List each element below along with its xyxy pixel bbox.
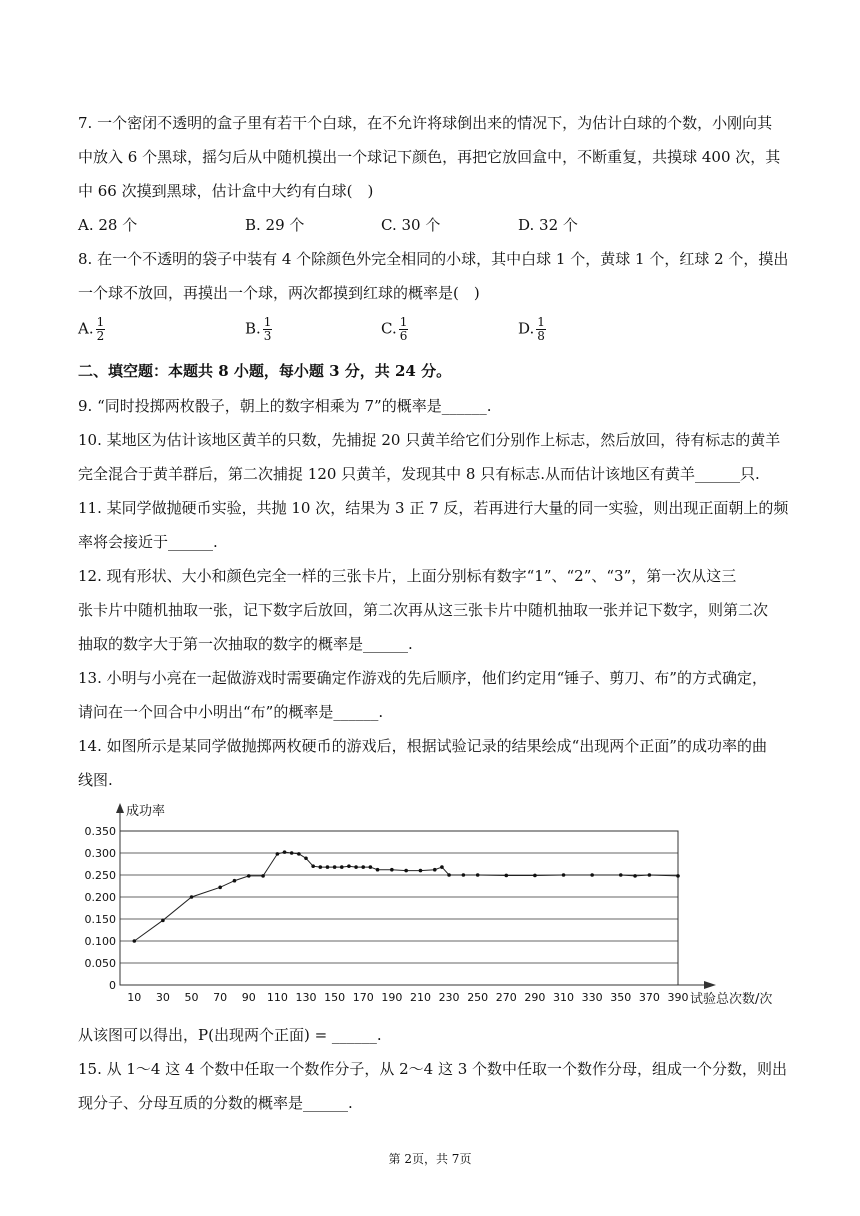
q12-line2: 张卡片中随机抽取一张，记下数字后放回，第二次再从这三张卡片中随机抽取一张并记下数字，则第二次 <box>78 601 769 619</box>
q11-line2: 率将会接近于______. <box>78 533 218 551</box>
y-tick-label: 0.100 <box>84 935 116 948</box>
success-rate-series <box>133 850 680 942</box>
x-tick-label: 230 <box>438 991 460 1004</box>
plot-frame <box>120 831 678 985</box>
q8-option-d-denominator: 8 <box>537 329 545 343</box>
data-point <box>247 874 251 878</box>
q15-line2: 现分子、分母互质的分数的概率是______. <box>78 1094 353 1112</box>
q7-line1: 7. 一个密闭不透明的盒子里有若干个白球，在不允许将球倒出来的情况下，为估计白球的个数，小刚向其 <box>78 114 773 132</box>
y-tick-label: 0.250 <box>84 869 116 882</box>
q13-line1: 13. 小明与小亮在一起做游戏时需要确定作游戏的先后顺序，他们约定用“锤子、剪刀、布”的方式确定， <box>78 669 767 687</box>
data-point <box>533 874 537 878</box>
data-point <box>648 873 652 877</box>
x-axis-label: 试验总次数/次 <box>690 992 773 1007</box>
data-point <box>276 852 280 856</box>
q13-line2: 请问在一个回合中小明出“布”的概率是______. <box>78 703 384 721</box>
y-tick-label: 0.200 <box>84 891 116 904</box>
x-axis-arrow <box>704 981 716 989</box>
x-tick-label: 30 <box>155 991 170 1004</box>
x-tick-labels <box>127 991 688 1004</box>
q15-line1: 15. 从 1～4 这 4 个数中任取一个数作分子，从 2～4 这 3 个数中任取一个数作分母，组成一个分数，则出 <box>78 1060 788 1078</box>
data-point <box>190 895 194 899</box>
q8-option-a <box>78 316 105 343</box>
q8-option-d-numerator: 1 <box>537 315 545 329</box>
data-point <box>319 865 323 869</box>
q14-line1: 14. 如图所示是某同学做抛掷两枚硬币的游戏后，根据试验记录的结果绘成“出现两个正面”的成功率的曲 <box>78 737 767 755</box>
x-tick-label: 110 <box>266 991 288 1004</box>
x-tick-label: 290 <box>524 991 546 1004</box>
y-tick-labels <box>85 825 117 992</box>
data-point <box>261 874 265 878</box>
q7-option-a: A. 28 个 <box>78 216 138 234</box>
y-axis-arrow <box>116 803 124 813</box>
data-point <box>476 873 480 877</box>
x-tick-label: 50 <box>184 991 199 1004</box>
q8-option-b-denominator: 3 <box>263 329 272 343</box>
q8-option-a-denominator: 2 <box>96 329 105 343</box>
success-rate-line <box>134 852 678 941</box>
success-rate-line-chart <box>78 795 788 1010</box>
data-point <box>333 865 337 869</box>
data-point <box>369 865 373 869</box>
q8-line2: 一个球不放回，再摸出一个球，两次都摸到红球的概率是( ) <box>78 284 480 302</box>
q8-line1: 8. 在一个不透明的袋子中装有 4 个除颜色外完全相同的小球，其中白球 1 个，黄球 1 个，红球 2 个，摸出 <box>78 250 789 268</box>
data-point <box>376 868 380 872</box>
data-point <box>676 874 680 878</box>
data-point <box>297 852 301 856</box>
data-point <box>440 865 444 869</box>
data-point <box>462 873 466 877</box>
q8-option-d-fraction <box>536 316 546 343</box>
data-point <box>233 879 237 883</box>
x-tick-label: 310 <box>553 991 575 1004</box>
data-point <box>419 869 423 873</box>
q8-option-a-numerator: 1 <box>96 315 105 329</box>
q8-option-a-label: A. <box>78 319 94 338</box>
q8-option-b-numerator: 1 <box>263 315 272 329</box>
x-tick-label: 370 <box>638 991 660 1004</box>
data-point <box>283 850 287 854</box>
x-tick-label: 90 <box>241 991 256 1004</box>
q8-option-d-label: D. <box>518 319 535 338</box>
x-tick-label: 330 <box>581 991 603 1004</box>
data-point <box>326 865 330 869</box>
x-tick-label: 270 <box>495 991 517 1004</box>
data-point <box>347 864 351 868</box>
q14-after-text: 从该图可以得出，P(出现两个正面) = ______. <box>78 1026 382 1044</box>
data-point <box>354 865 358 869</box>
chart-grid <box>120 853 678 963</box>
y-tick-label: 0 <box>109 979 116 992</box>
q7-line3: 中 66 次摸到黑球，估计盒中大约有白球( ) <box>78 182 374 200</box>
x-tick-label: 150 <box>324 991 346 1004</box>
x-tick-label: 10 <box>127 991 142 1004</box>
chart-axes <box>116 803 716 989</box>
q8-option-c-label: C. <box>381 319 397 338</box>
section-2-heading: 二、填空题：本题共 8 小题，每小题 3 分，共 24 分。 <box>78 362 452 380</box>
q7-option-b: B. 29 个 <box>245 216 305 234</box>
q8-option-b-fraction <box>263 316 273 343</box>
x-tick-label: 130 <box>295 991 317 1004</box>
data-point <box>505 874 509 878</box>
x-tick-label: 210 <box>409 991 431 1004</box>
q8-option-c-denominator: 6 <box>399 329 408 343</box>
data-point <box>340 865 344 869</box>
data-point <box>433 868 437 872</box>
y-axis-label: 成功率 <box>126 804 166 819</box>
data-point <box>404 869 408 873</box>
data-point <box>161 919 165 923</box>
y-tick-label: 0.050 <box>84 957 116 970</box>
q12-line1: 12. 现有形状、大小和颜色完全一样的三张卡片，上面分别标有数字“1”、“2”、“3”，第一次从这三 <box>78 567 737 585</box>
q7-option-d: D. 32 个 <box>518 216 578 234</box>
data-point <box>290 851 294 855</box>
data-point <box>311 864 315 868</box>
data-point <box>619 873 623 877</box>
data-point <box>390 868 394 872</box>
y-tick-label: 0.150 <box>84 913 116 926</box>
x-tick-label: 350 <box>610 991 632 1004</box>
data-point <box>304 856 308 860</box>
data-point <box>562 873 566 877</box>
x-tick-label: 250 <box>467 991 489 1004</box>
q8-option-b <box>245 316 272 343</box>
x-tick-label: 170 <box>352 991 374 1004</box>
page-footer: 第 2页，共 7页 <box>388 1152 472 1166</box>
q8-option-a-fraction <box>96 316 106 343</box>
y-tick-label: 0.350 <box>84 825 116 838</box>
x-tick-label: 190 <box>381 991 403 1004</box>
q8-option-c-numerator: 1 <box>399 315 408 329</box>
data-point <box>633 874 637 878</box>
q12-line3: 抽取的数字大于第一次抽取的数字的概率是______. <box>78 635 413 653</box>
q8-option-d <box>518 316 546 343</box>
q10-line2: 完全混合于黄羊群后，第二次捕捉 120 只黄羊，发现其中 8 只有标志.从而估计该地区有黄羊______只. <box>78 465 760 483</box>
y-tick-label: 0.300 <box>84 847 116 860</box>
data-point <box>590 873 594 877</box>
q10-line1: 10. 某地区为估计该地区黄羊的只数，先捕捉 20 只黄羊给它们分别作上标志，然后放回，待有标志的黄羊 <box>78 431 781 449</box>
data-point <box>361 865 365 869</box>
q8-option-c <box>381 316 408 343</box>
q14-line2: 线图. <box>78 771 113 789</box>
q7-option-c: C. 30 个 <box>381 216 441 234</box>
q8-option-b-label: B. <box>245 319 261 338</box>
q7-line2: 中放入 6 个黑球，摇匀后从中随机摸出一个球记下颜色，再把它放回盒中，不断重复，共摸球 400 次，其 <box>78 148 781 166</box>
data-point <box>133 939 137 943</box>
q8-option-c-fraction <box>399 316 409 343</box>
q11-line1: 11. 某同学做抛硬币实验，共抛 10 次，结果为 3 正 7 反，若再进行大量的同一实验，则出现正面朝上的频 <box>78 499 789 517</box>
x-tick-label: 390 <box>667 991 689 1004</box>
data-point <box>447 873 451 877</box>
data-point <box>218 886 222 890</box>
q9-text: 9. “同时投掷两枚骰子，朝上的数字相乘为 7”的概率是______. <box>78 397 492 415</box>
x-tick-label: 70 <box>213 991 228 1004</box>
